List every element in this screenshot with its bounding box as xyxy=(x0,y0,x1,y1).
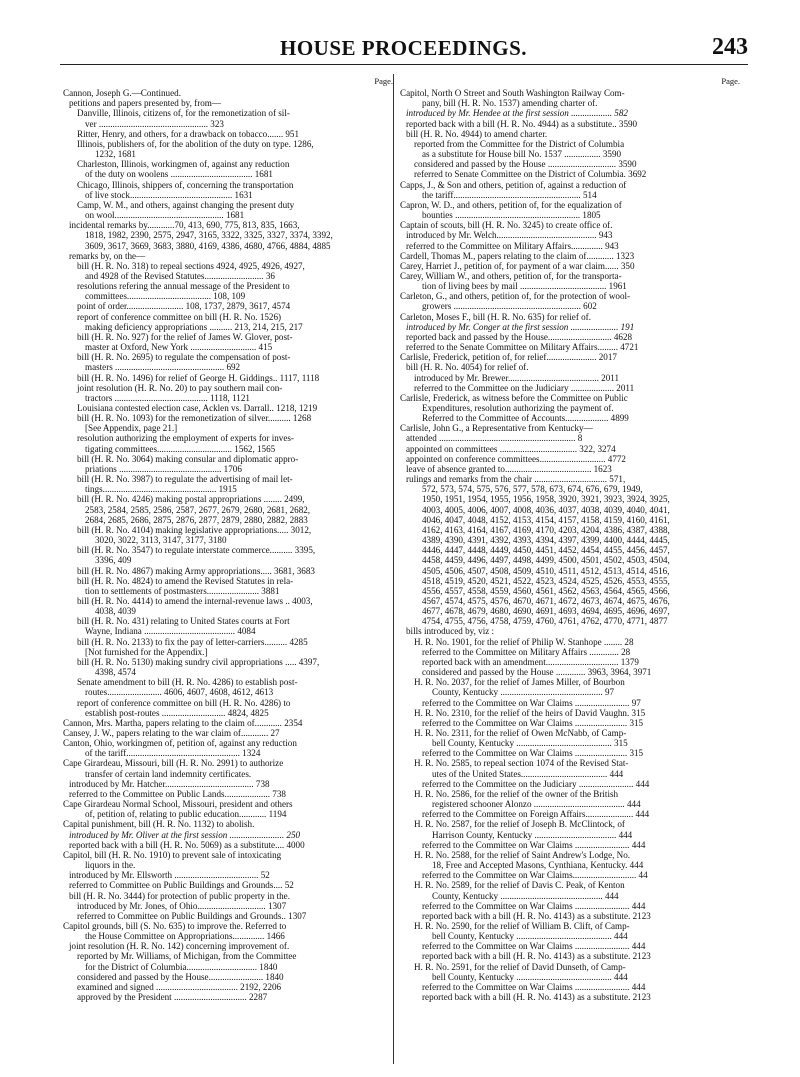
index-line: reported back with a bill (H. R. No. 4143) as a substitute. 2123 xyxy=(422,910,651,921)
index-line: considered and passed by the House .............................. 3590 xyxy=(414,159,637,170)
index-line: appointed on conference committees............................. 4772 xyxy=(406,453,626,464)
index-line: of, petition of, relating to public education............ 1194 xyxy=(85,809,287,820)
index-line: Cannon, Mrs. Martha, papers relating to the claim of............ 2354 xyxy=(63,717,303,728)
index-line: 4567, 4574, 4575, 4576, 4670, 4671, 4672, 4673, 4674, 4675, 4676, xyxy=(422,595,670,606)
index-line: H. R. No. 2590, for the relief of William B. Clift, of Camp- xyxy=(414,920,630,931)
index-line: introduced by Mr. Oliver at the first session ........................ 250 xyxy=(69,829,301,840)
index-line: Capron, W. D., and others, petition of, for the equalization of xyxy=(400,199,622,210)
index-line: County, Kentucky ............................................. 444 xyxy=(432,890,619,901)
index-line: making deficiency appropriations .......... 213, 214, 215, 217 xyxy=(85,321,303,332)
index-line: Canton, Ohio, workingmen of, petition of, against any reduction xyxy=(63,738,297,749)
index-line: bill (H. R. No. 2133) to fix the pay of letter-carriers.......... 4285 xyxy=(77,636,308,647)
index-line: 3609, 3617, 3669, 3683, 3880, 4169, 4386, 4680, 4766, 4884, 4885 xyxy=(85,240,331,251)
index-line: report of conference committee on bill (H. R. No. 1526) xyxy=(77,311,282,322)
index-line: referred to Committee on Public Buildings and Grounds.. 1307 xyxy=(77,910,307,921)
index-line: referred to the Committee on War Claims ....................... 315 xyxy=(422,748,644,759)
index-line: report of conference committee on bill (H. R. No. 4286) to xyxy=(77,697,291,708)
index-line: 1818, 1982, 2390, 2575, 2947, 3165, 3322, 3325, 3327, 3374, 3392, xyxy=(85,230,333,241)
index-line: 4389, 4390, 4391, 4392, 4393, 4394, 4397, 4399, 4400, 4444, 4445, xyxy=(422,535,670,546)
index-line: introduced by Mr. Hatcher....................................... 738 xyxy=(69,778,270,789)
index-line: reported back with a bill (H. R. No. 5069) as a substitute.... 4000 xyxy=(69,839,305,850)
index-line: of the duty on woolens .................................... 1681 xyxy=(85,169,273,180)
index-line: reported back with an amendment................................ 1379 xyxy=(422,656,639,667)
index-line: Carleton, G., and others, petition of, for the protection of wool- xyxy=(400,291,631,302)
index-line: H. R. No. 2586, for the relief of the owner of the British xyxy=(414,788,619,799)
index-line: introduced by Mr. Jones, of Ohio.............................. 1307 xyxy=(77,900,287,911)
index-line: bounties ....................................................... 1805 xyxy=(422,210,601,221)
index-line: bill (H. R. No. 2695) to regulate the compensation of post- xyxy=(77,352,291,363)
index-line: master at Oxford, New York ............................. 415 xyxy=(85,342,273,353)
index-line: joint resolution (H. R. No. 20) to pay southern mail con- xyxy=(77,382,283,393)
index-line: referred to the Senate Committee on Military Affairs......... 4721 xyxy=(406,342,639,353)
index-line: bell County, Kentucky .......................................... 444 xyxy=(432,931,628,942)
index-line: Camp, W. M., and others, against changing the present duty xyxy=(77,199,295,210)
index-line: bill (H. R. No. 4867) making Army appropriations..... 3681, 3683 xyxy=(77,565,315,576)
index-line: joint resolution (H. R. No. 142) concerning improvement of. xyxy=(69,941,290,952)
index-line: remarks by, on the— xyxy=(69,250,146,261)
index-line: 4038, 4039 xyxy=(95,606,136,617)
index-line: bill (H. R. No. 3547) to regulate interstate commerce.......... 3395, xyxy=(77,545,316,556)
index-line: appointed on committees .................................. 322, 3274 xyxy=(406,443,616,454)
index-line: 4046, 4047, 4048, 4152, 4153, 4154, 4157, 4158, 4159, 4160, 4161, xyxy=(422,514,670,525)
index-line: 4518, 4519, 4520, 4521, 4522, 4523, 4524, 4525, 4526, 4553, 4555, xyxy=(422,575,670,586)
index-line: introduced by Mr. Ellsworth ..................................... 52 xyxy=(69,870,270,881)
index-line: Danville, Illinois, citizens of, for the remonetization of sil- xyxy=(77,108,290,119)
index-line: introduced by Mr. Conger at the first session ..................... 191 xyxy=(406,321,635,332)
index-line: resolution authorizing the employment of experts for inves- xyxy=(77,433,294,444)
index-line: leave of absence granted to...................................... 1623 xyxy=(406,463,612,474)
index-line: Capital punishment, bill (H. R. No. 1132) to abolish. xyxy=(63,819,255,830)
index-line: referred to Senate Committee on the District of Columbia. 3692 xyxy=(414,169,647,180)
index-line: Harrison County, Kentucky .................................... 444 xyxy=(432,829,633,840)
index-line: Capitol, bill (H. R. No. 1910) to prevent sale of intoxicating xyxy=(63,849,282,860)
index-line: 4458, 4459, 4496, 4497, 4498, 4499, 4500, 4501, 4502, 4503, 4504, xyxy=(422,555,670,566)
index-line: Carey, William W., and others, petition of, for the transporta- xyxy=(400,270,622,281)
index-line: approved by the President ................................ 2287 xyxy=(77,992,268,1003)
index-line: referred to the Committee on Military Affairs.............. 943 xyxy=(406,240,619,251)
index-line: Referred to the Committee of Accounts................... 4899 xyxy=(422,413,629,424)
left-column xyxy=(63,76,393,1002)
index-line: the House Committee on Appropriations.............. 1466 xyxy=(85,931,285,942)
index-line: as a substitute for House bill No. 1537 ................ 3590 xyxy=(422,149,622,160)
index-line: of the tariff.................................................. 1324 xyxy=(85,748,261,759)
index-line: pany, bill (H. R. No. 1537) amending charter of. xyxy=(422,98,598,109)
index-line: referred to the Committee on War Claims ........................ 444 xyxy=(422,839,646,850)
index-line: 4162, 4163, 4164, 4167, 4169, 4170, 4203, 4204, 4386, 4387, 4388, xyxy=(422,524,670,535)
index-line: bill (H. R. No. 5130) making sundry civil appropriations ..... 4397, xyxy=(77,656,320,667)
index-line: referred to the Committee on the Judiciary ................... 2011 xyxy=(414,382,635,393)
index-line: referred to the Committee on Public Lands.................... 738 xyxy=(69,788,286,799)
index-line: bill (H. R. No. 4246) making postal appropriations ........ 2499, xyxy=(77,494,305,505)
index-line: 2583, 2584, 2585, 2586, 2587, 2677, 2679, 2680, 2681, 2682, xyxy=(85,504,311,515)
index-line: 4446, 4447, 4448, 4449, 4450, 4451, 4452, 4454, 4455, 4456, 4457, xyxy=(422,545,670,556)
index-line: referred to the Committee on War Claims ........................ 97 xyxy=(422,697,641,708)
index-line: attended ............................................................ 8 xyxy=(406,433,583,444)
index-line: reported back with a bill (H. R. No. 4143) as a substitute. 2123 xyxy=(422,992,651,1003)
index-line: Capitol, North O Street and South Washington Railway Com- xyxy=(400,88,625,99)
index-line: referred to Committee on Public Buildings and Grounds.... 52 xyxy=(69,880,294,891)
index-line: reported by Mr. Williams, of Michigan, from the Committee xyxy=(77,951,297,962)
index-line: growers ........................................................ 602 xyxy=(422,301,597,312)
page-column-label: Page. xyxy=(374,76,393,86)
index-line: 2684, 2685, 2686, 2875, 2876, 2877, 2879, 2880, 2882, 2883 xyxy=(85,514,308,525)
index-line: H. R. No. 1901, for the relief of Philip W. Stanhope ........ 28 xyxy=(414,636,634,647)
index-line: 4556, 4557, 4558, 4559, 4560, 4561, 4562, 4563, 4564, 4565, 4566, xyxy=(422,585,670,596)
index-line: H. R. No. 2037, for the relief of James Miller, of Bourbon xyxy=(414,677,625,688)
index-line: 1232, 1681 xyxy=(95,149,136,160)
column-divider xyxy=(393,74,394,1064)
index-line: Captain of scouts, bill (H. R. No. 3245) to create office of. xyxy=(400,220,613,231)
index-line: [See Appendix, page 21.] xyxy=(85,423,178,434)
index-line: committees..................................... 108, 109 xyxy=(85,291,246,302)
index-line: County, Kentucky ............................................. 97 xyxy=(432,687,615,698)
index-line: referred to the Committee on Foreign Affairs..................... 444 xyxy=(422,809,650,820)
index-line: 3020, 3022, 3113, 3147, 3177, 3180 xyxy=(95,535,227,546)
index-line: Capps, J., & Son and others, petition of, against a reduction of xyxy=(400,179,627,190)
index-line: H. R. No. 2585, to repeal section 1074 of the Revised Stat- xyxy=(414,758,629,769)
index-line: establish post-routes ............................ 4824, 4825 xyxy=(85,707,269,718)
index-line: 3396, 409 xyxy=(95,555,132,566)
index-line: H. R. No. 2591, for the relief of David Dunseth, of Camp- xyxy=(414,961,626,972)
index-line: H. R. No. 2311, for the relief of Owen McNabb, of Camp- xyxy=(414,728,627,738)
index-line: the tariff........................................................ 514 xyxy=(422,189,597,200)
page-column-label: Page. xyxy=(721,76,740,86)
index-line: for the District of Columbia............................... 1840 xyxy=(85,961,278,972)
index-line: 4398, 4574 xyxy=(95,667,136,678)
index-line: referred to the Committee on War Claims ........................ 444 xyxy=(422,981,646,992)
index-line: bill (H. R. No. 431) relating to United States courts at Fort xyxy=(77,616,290,627)
index-line: Senate amendment to bill (H. R. No. 4286) to establish post- xyxy=(77,677,298,688)
right-column xyxy=(400,76,740,1002)
index-line: Carey, Harriet J., petition of, for payment of a war claim...... 350 xyxy=(400,260,635,271)
index-line: considered and passed by the House........................ 1840 xyxy=(77,971,284,982)
index-line: Expenditures, resolution authorizing the payment of. xyxy=(422,403,614,413)
index-line: bill (H. R. No. 4104) making legislative appropriations..... 3012, xyxy=(77,524,312,535)
index-line: tractors ......................................... 1118, 1121 xyxy=(85,392,250,403)
index-line: bill (H. R. No. 1093) for the remonetization of silver.......... 1268 xyxy=(77,413,312,424)
index-line: bills introduced by, viz : xyxy=(406,626,495,637)
index-line: Chicago, Illinois, shippers of, concerning the transportation xyxy=(77,179,294,190)
index-line: 18, Free and Accepted Masons, Cynthiana, Kentucky. 444 xyxy=(432,860,644,871)
index-line: ver ................................................ 323 xyxy=(85,118,224,129)
index-line: bill (H. R. No. 927) for the relief of James W. Glover, post- xyxy=(77,331,293,342)
index-line: bill (H. R. No. 3444) for protection of public property in the. xyxy=(69,890,290,901)
index-line: tings.................................................. 1915 xyxy=(85,484,237,495)
index-line: Carlisle, Frederick, petition of, for relief...................... 2017 xyxy=(400,352,617,363)
index-line: Cape Girardeau Normal School, Missouri, president and others xyxy=(63,799,293,810)
index-line: bill (H. R. No. 4054) for relief of. xyxy=(406,362,529,373)
index-line: Cardell, Thomas M., papers relating to the claim of............ 1323 xyxy=(400,250,635,261)
index-line: petitions and papers presented by, from— xyxy=(69,98,221,109)
index-line: Ritter, Henry, and others, for a drawback on tobacco....... 951 xyxy=(77,128,300,139)
index-line: Wayne, Indiana ........................................ 4084 xyxy=(85,626,256,637)
index-line: on wool................................................ 1681 xyxy=(85,210,245,221)
index-line: Carleton, Moses F., bill (H. R. No. 635) for relief of. xyxy=(400,311,591,322)
index-line: H. R. No. 2310, for the relief of the heirs of David Vaughn. 315 xyxy=(414,707,646,718)
index-line: referred to the Committee on Military Affairs ............. 28 xyxy=(422,646,631,657)
index-line: H. R. No. 2589, for the relief of Davis C. Peak, of Kenton xyxy=(414,880,625,891)
index-line: of live stock............................................. 1631 xyxy=(85,189,253,200)
index-line: referred to the Committee on the Judiciary ........................ 444 xyxy=(422,778,650,789)
index-line: Cansey, J. W., papers relating to the war claim of............ 27 xyxy=(63,728,280,738)
index-line: priations ............................................. 1706 xyxy=(85,463,242,474)
index-line: routes........................ 4606, 4607, 4608, 4612, 4613 xyxy=(85,687,274,698)
index-line: tion of living bees by mail ...................................... 1961 xyxy=(422,281,627,292)
index-line: H. R. No. 2587, for the relief of Joseph B. McClintock, of xyxy=(414,819,625,830)
index-line: bill (H. R. No. 4824) to amend the Revised Statutes in rela- xyxy=(77,575,294,586)
index-line: registered schooner Alonzo ........................................ 444 xyxy=(432,799,641,810)
index-line: Charleston, Illinois, workingmen of, against any reduction xyxy=(77,159,290,170)
index-line: 4505, 4506, 4507, 4508, 4509, 4510, 4511, 4512, 4513, 4514, 4516, xyxy=(422,565,670,576)
index-line: reported back with a bill (H. R. No. 4944) as a substitute.. 3590 xyxy=(406,118,638,129)
index-line: examined and signed .................................... 2192, 2206 xyxy=(77,981,282,992)
index-line: 4003, 4005, 4006, 4007, 4008, 4036, 4037, 4038, 4039, 4040, 4041, xyxy=(422,504,670,515)
index-line: point of order......................... 108, 1737, 2879, 3617, 4574 xyxy=(77,301,291,312)
index-line: rulings and remarks from the chair ................................ 571, xyxy=(406,474,626,485)
index-line: Illinois, publishers of, for the abolition of the duty on type. 1286, xyxy=(77,138,314,149)
index-line: bell County, Kentucky .......................................... 315 xyxy=(432,738,628,749)
index-line: bell County, Kentucky .......................................... 444 xyxy=(432,971,628,982)
index-line: Carlisle, John G., a Representative from Kentucky— xyxy=(400,423,593,434)
index-line: bill (H. R. No. 318) to repeal sections 4924, 4925, 4926, 4927, xyxy=(77,260,305,271)
index-line: Cannon, Joseph G.—Continued. xyxy=(63,88,181,99)
index-line: bill (H. R. No. 4414) to amend the internal-revenue laws .. 4003, xyxy=(77,595,313,606)
index-line: considered and passed by the House ............. 3963, 3964, 3971 xyxy=(422,667,652,678)
index-line: utes of the United States...................................... 444 xyxy=(432,768,624,779)
index-line: transfer of certain land indemnity certificates. xyxy=(85,768,252,779)
index-line: incidental remarks by............70, 413, 690, 775, 813, 835, 1663, xyxy=(69,220,300,231)
page-title: HOUSE PROCEEDINGS. xyxy=(280,36,528,60)
index-line: masters ................................................ 692 xyxy=(85,362,241,373)
index-line: 4754, 4755, 4756, 4758, 4759, 4760, 4761, 4762, 4770, 4771, 4877 xyxy=(422,616,668,627)
index-line: tion to settlements of postmasters....................... 3881 xyxy=(85,585,280,596)
index-line: 572, 573, 574, 575, 576, 577, 578, 673, 674, 676, 679, 1949, xyxy=(422,484,643,495)
index-line: bill (H. R. No. 1496) for relief of George H. Giddings.. 1117, 1118 xyxy=(77,372,320,383)
index-line: bill (H. R. No. 3987) to regulate the advertising of mail let- xyxy=(77,474,293,485)
index-line: tigating committees................................. 1562, 1565 xyxy=(85,443,276,454)
index-line: reported back and passed by the House............................ 4628 xyxy=(406,331,633,342)
page-header xyxy=(60,34,748,65)
index-line: Capitol grounds, bill (S. No. 635) to improve the. Referred to xyxy=(63,920,287,931)
index-line: referred to the Committee on War Claims ....................... 315 xyxy=(422,717,644,728)
index-line: liquors in the. xyxy=(85,860,136,871)
index-line: referred to the Committee on War Claims............................ 44 xyxy=(422,870,648,881)
index-line: introduced by Mr. Welch............................................ 943 xyxy=(406,230,613,241)
index-line: Carlisle, Frederick, as witness before the Committee on Public xyxy=(400,392,628,403)
index-line: Cape Girardeau, Missouri, bill (H. R. No. 2991) to authorize xyxy=(63,758,284,769)
index-line: Louisiana contested election case, Acklen vs. Darrall.. 1218, 1219 xyxy=(77,403,318,413)
index-line: 4677, 4678, 4679, 4680, 4690, 4691, 4693, 4694, 4695, 4696, 4697, xyxy=(422,606,670,617)
index-line: bill (H. R. No. 4944) to amend charter. xyxy=(406,128,548,139)
index-line: H. R. No. 2588, for the relief of Saint Andrew's Lodge, No. xyxy=(414,849,631,860)
index-line: 1950, 1951, 1954, 1955, 1956, 1958, 3920, 3921, 3923, 3924, 3925, xyxy=(422,494,670,505)
index-line: reported from the Committee for the District of Columbia xyxy=(414,138,625,149)
index-line: and 4928 of the Revised Statutes.......................... 36 xyxy=(85,270,275,281)
index-line: referred to the Committee on War Claims ........................ 444 xyxy=(422,941,646,952)
index-line: introduced by Mr. Hendee at the first session .................. 582 xyxy=(406,108,628,119)
index-line: introduced by Mr. Brewer........................................ 2011 xyxy=(414,372,620,383)
index-line: [Not furnished for the Appendix.] xyxy=(85,646,208,657)
index-line: referred to the Committee on War Claims ........................ 444 xyxy=(422,900,646,911)
page-number: 243 xyxy=(712,34,748,60)
index-line: bill (H. R. No. 3064) making consular and diplomatic appro- xyxy=(77,453,299,464)
index-line: reported back with a bill (H. R. No. 4143) as a substitute. 2123 xyxy=(422,951,651,962)
index-line: resolutions refering the annual message of the President to xyxy=(77,281,290,292)
